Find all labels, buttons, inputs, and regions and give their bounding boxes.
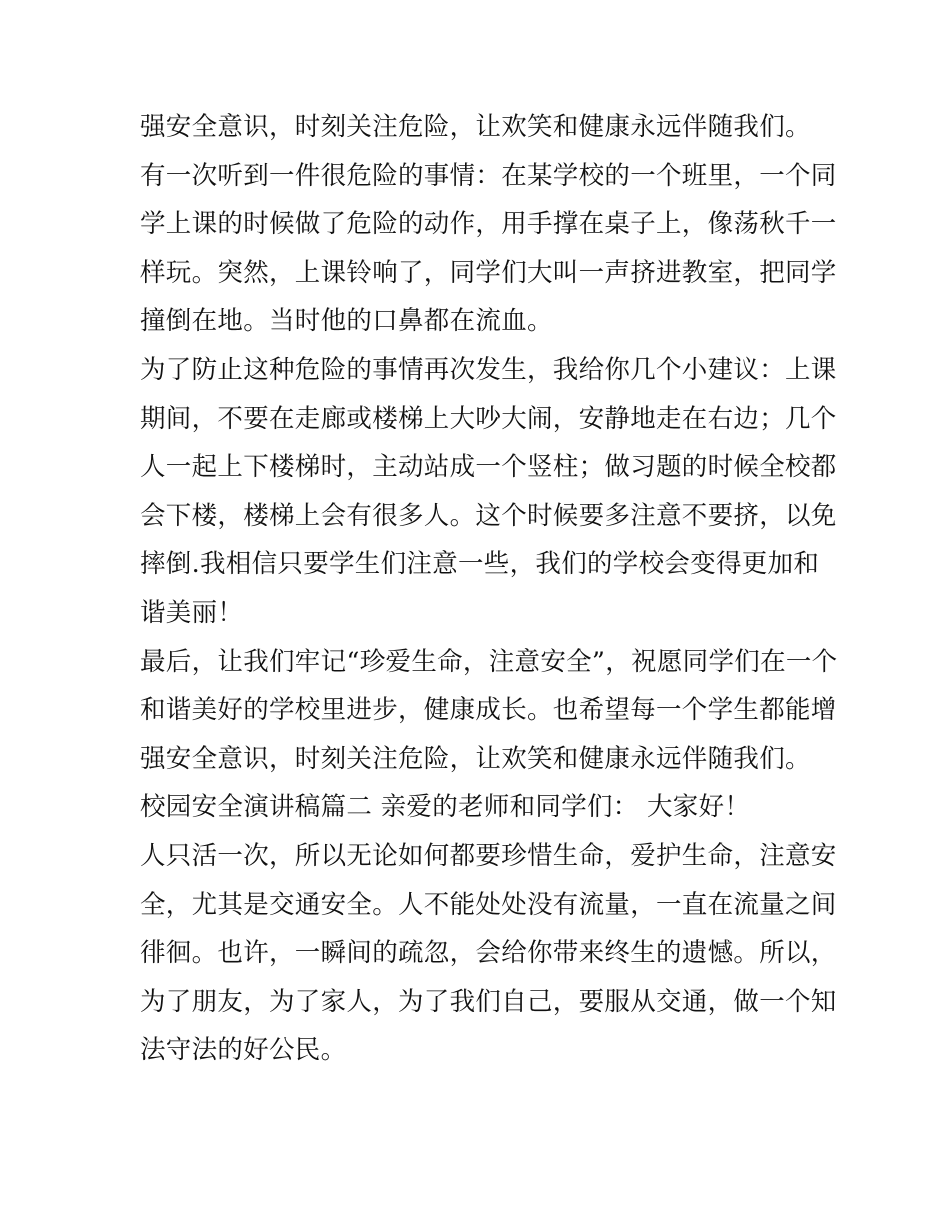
text-line: 人一起上下楼梯时，主动站成一个竖柱；做习题的时候全校都 — [140, 452, 837, 483]
text-line: 样玩。突然，上课铃响了，同学们大叫一声挤进教室，把同学 — [140, 257, 837, 288]
text-line: 人只活一次，所以无论如何都要珍惜生命，爱护生命，注意安 — [140, 840, 837, 871]
text-line: 撞倒在地。当时他的口鼻都在流血。 — [140, 306, 553, 337]
text-line: 强安全意识，时刻关注危险，让欢笑和健康永远伴随我们。 — [140, 112, 811, 142]
text-line: 谐美丽！ — [140, 597, 244, 628]
text-line: 为了朋友，为了家人，为了我们自己，要服从交通，做一个知 — [140, 986, 837, 1017]
text-line: 期间，不要在走廊或楼梯上大吵大闹，安静地走在右边；几个 — [140, 403, 837, 434]
text-line: 有一次听到一件很危险的事情：在某学校的一个班里，一个同 — [140, 160, 837, 191]
text-line: 全，尤其是交通安全。人不能处处没有流量，一直在流量之间 — [140, 889, 837, 920]
text-line: 强安全意识，时刻关注危险，让欢笑和健康永远伴随我们。 — [140, 743, 811, 774]
text-line: 学上课的时候做了危险的动作，用手撑在桌子上，像荡秋千一 — [140, 209, 837, 240]
section-heading-line: 校园安全演讲稿篇二 亲爱的老师和同学们： 大家好！ — [140, 792, 751, 823]
text-line: 和谐美好的学校里进步，健康成长。也希望每一个学生都能增 — [140, 695, 837, 726]
text-line: 徘徊。也许，一瞬间的疏忽，会给你带来终生的遗憾。所以， — [140, 938, 837, 969]
text-line: 会下楼，楼梯上会有很多人。这个时候要多注意不要挤，以免 — [140, 500, 837, 531]
text-line: 摔倒.我相信只要学生们注意一些，我们的学校会变得更加和 — [140, 549, 820, 580]
text-line: 为了防止这种危险的事情再次发生，我给你几个小建议：上课 — [140, 354, 837, 385]
document-body — [140, 103, 838, 1075]
text-line: 法守法的好公民。 — [140, 1035, 347, 1066]
text-line: 最后，让我们牢记“珍爱生命，注意安全”，祝愿同学们在一个 — [140, 646, 838, 677]
